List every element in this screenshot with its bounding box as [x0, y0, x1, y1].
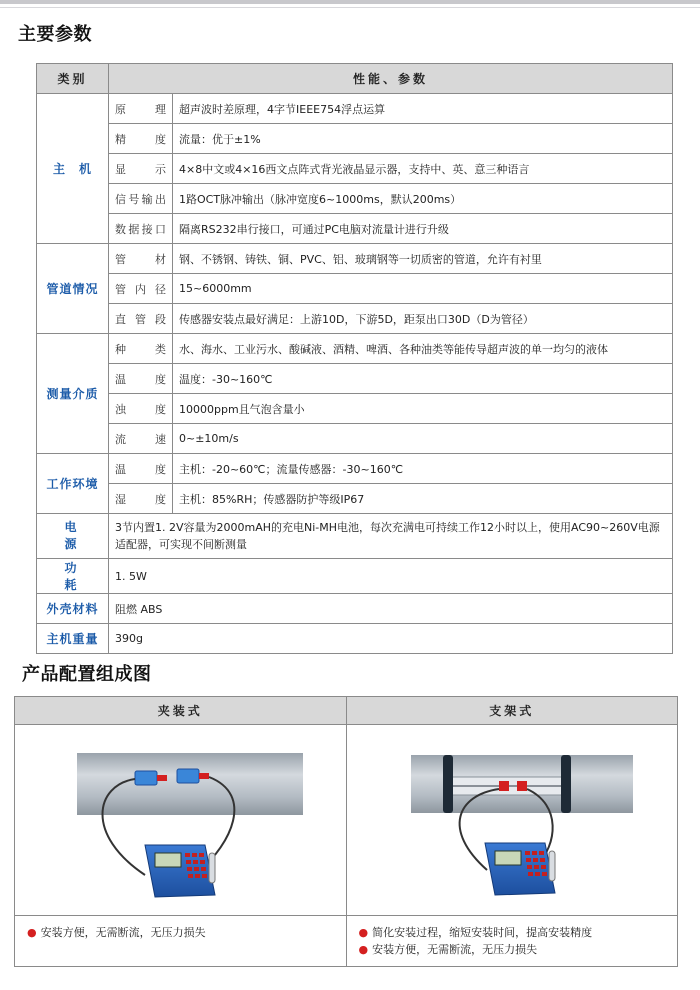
category-consumption: 功耗	[37, 559, 109, 594]
bracket-notes	[346, 916, 678, 967]
row-value: 主机：-20~60℃；流量传感器：-30~160℃	[173, 454, 673, 484]
section-title-main-params: 主要参数	[18, 24, 92, 45]
row-value: 钢、不锈钢、铸铁、铜、PVC、铝、玻璃钢等一切质密的管道，允许有衬里	[173, 244, 673, 274]
table-row	[37, 214, 673, 244]
pipe	[77, 753, 303, 815]
host-device	[145, 845, 215, 897]
table-row	[37, 454, 673, 484]
table-row	[37, 424, 673, 454]
strap-left	[443, 755, 453, 813]
table-row	[37, 334, 673, 364]
lcd-screen	[155, 853, 181, 867]
row-label: 种类	[109, 334, 173, 364]
table-row	[37, 624, 673, 654]
row-label: 直管段	[109, 304, 173, 334]
spec-table	[36, 63, 673, 654]
row-label: 精度	[109, 124, 173, 154]
table-row	[37, 594, 673, 624]
bracket-image-cell	[346, 725, 678, 916]
row-label: 温度	[109, 364, 173, 394]
row-value: 流量：优于±1%	[173, 124, 673, 154]
row-value: 390g	[109, 624, 673, 654]
table-row	[37, 514, 673, 559]
table-row	[37, 484, 673, 514]
row-label: 原理	[109, 94, 173, 124]
table-row	[37, 394, 673, 424]
clamp-on-image-cell	[15, 725, 347, 916]
category-power: 电源	[37, 514, 109, 559]
category-host: 主 机	[37, 94, 109, 244]
list-item: ● 安装方便，无需断流，无压力损失	[27, 926, 206, 939]
section-title-config: 产品配置组成图	[22, 664, 152, 685]
strap-right	[561, 755, 571, 813]
row-label: 显示	[109, 154, 173, 184]
table-row	[37, 184, 673, 214]
category-weight: 主机重量	[37, 624, 109, 654]
table-row	[37, 559, 673, 594]
row-label: 湿度	[109, 484, 173, 514]
row-value: 主机：85%RH；传感器防护等级IP67	[173, 484, 673, 514]
table-row	[37, 304, 673, 334]
row-label: 浊度	[109, 394, 173, 424]
row-label: 温度	[109, 454, 173, 484]
config-col-clamp-title: 夹装式	[15, 697, 347, 725]
sensor-connector	[517, 781, 527, 791]
bullet-icon: ●	[27, 926, 37, 939]
row-value: 阻燃 ABS	[109, 594, 673, 624]
row-label: 管内径	[109, 274, 173, 304]
config-notes-row	[15, 916, 678, 967]
row-label: 流速	[109, 424, 173, 454]
category-environment: 工作环境	[37, 454, 109, 514]
spec-header-row	[37, 64, 673, 94]
row-value: 超声波时差原理，4字节IEEE754浮点运算	[173, 94, 673, 124]
host-device	[485, 843, 555, 895]
row-value: 温度：-30~160℃	[173, 364, 673, 394]
sensor-connector	[157, 775, 167, 781]
top-decor-line	[0, 7, 700, 8]
row-value: 3节内置1. 2V容量为2000mAH的充电Ni-MH电池，每次充满电可持续工作12小时以上，使用AC90~260V电源适配器，可实现不间断测量	[109, 514, 673, 559]
top-decor-bar	[0, 0, 700, 4]
sensor-connector	[499, 781, 509, 791]
config-table	[14, 696, 678, 967]
sensor-connector	[199, 773, 209, 779]
row-value: 1路OCT脉冲输出（脉冲宽度6~1000ms，默认200ms）	[173, 184, 673, 214]
bullet-icon: ●	[358, 926, 369, 939]
row-value: 1. 5W	[109, 559, 673, 594]
row-value: 0~±10m/s	[173, 424, 673, 454]
category-pipe: 管道情况	[37, 244, 109, 334]
config-image-row	[15, 725, 678, 916]
category-housing: 外壳材料	[37, 594, 109, 624]
row-value: 水、海水、工业污水、酸碱液、酒精、啤酒、各种油类等能传导超声波的单一均匀的液体	[173, 334, 673, 364]
category-medium: 测量介质	[37, 334, 109, 454]
row-value: 10000ppm且气泡含量小	[173, 394, 673, 424]
row-label: 数据接口	[109, 214, 173, 244]
sensor-downstream	[177, 769, 199, 783]
row-value: 15~6000mm	[173, 274, 673, 304]
row-value: 4×8中文或4×16西文点阵式背光液晶显示器，支持中、英、意三种语言	[173, 154, 673, 184]
table-row	[37, 364, 673, 394]
bracket-illustration	[347, 725, 677, 915]
row-value: 隔离RS232串行接口，可通过PC电脑对流量计进行升级	[173, 214, 673, 244]
clamp-notes	[15, 916, 347, 967]
handle	[209, 853, 215, 883]
sensor-upstream	[135, 771, 157, 785]
clamp-on-illustration	[15, 725, 345, 915]
table-row	[37, 124, 673, 154]
table-row	[37, 244, 673, 274]
handle	[549, 851, 555, 881]
table-row	[37, 94, 673, 124]
row-value: 传感器安装点最好满足：上游10D，下游5D，距泵出口30D（D为管径）	[173, 304, 673, 334]
table-row	[37, 154, 673, 184]
row-label: 管材	[109, 244, 173, 274]
header-params: 性能、参数	[109, 64, 673, 94]
header-category: 类别	[37, 64, 109, 94]
config-col-bracket-title: 支架式	[346, 697, 678, 725]
config-header-row	[15, 697, 678, 725]
table-row	[37, 274, 673, 304]
list-item: ● 简化安装过程，缩短安装时间，提高安装精度	[358, 926, 593, 939]
bullet-icon: ●	[358, 943, 369, 956]
row-label: 信号输出	[109, 184, 173, 214]
list-item: ● 安装方便，无需断流，无压力损失	[358, 943, 538, 956]
lcd-screen	[495, 851, 521, 865]
